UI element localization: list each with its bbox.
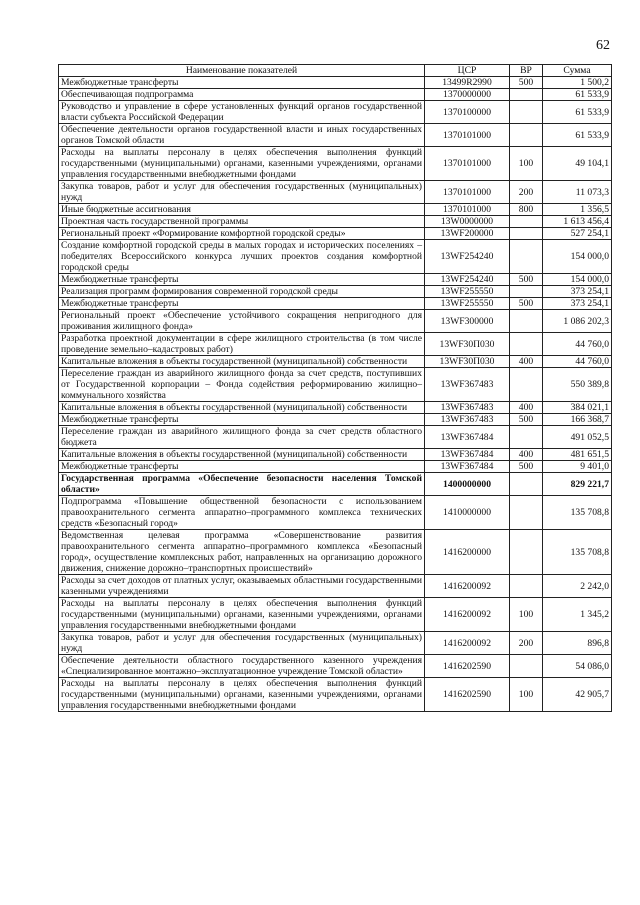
cell-code: 1416200092 — [425, 632, 510, 655]
table-row — [59, 89, 612, 101]
cell-name: Межбюджетные трансферты — [59, 414, 425, 426]
cell-name: Региональный проект «Формирование комфортной городской среды» — [59, 228, 425, 240]
table-row — [59, 101, 612, 124]
cell-code: 13W0000000 — [425, 216, 510, 228]
cell-code: 1370101000 — [425, 147, 510, 181]
cell-vr — [510, 333, 543, 356]
cell-sum: 154 000,0 — [543, 274, 612, 286]
cell-name: Обеспечивающая подпрограмма — [59, 89, 425, 101]
cell-vr: 500 — [510, 274, 543, 286]
cell-vr: 500 — [510, 298, 543, 310]
cell-vr: 200 — [510, 181, 543, 204]
cell-vr — [510, 228, 543, 240]
cell-sum: 491 052,5 — [543, 426, 612, 449]
cell-code: 13WF30П030 — [425, 356, 510, 368]
cell-sum: 61 533,9 — [543, 101, 612, 124]
table-row — [59, 228, 612, 240]
cell-name: Руководство и управление в сфере установленных функций органов государственной власти субъекта Российской Федерации — [59, 101, 425, 124]
cell-vr: 200 — [510, 632, 543, 655]
cell-vr — [510, 240, 543, 274]
cell-vr — [510, 473, 543, 496]
cell-name: Обеспечение деятельности органов государственной власти и иных государственных органов Томской области — [59, 124, 425, 147]
cell-code: 1370100000 — [425, 101, 510, 124]
cell-sum: 135 708,8 — [543, 496, 612, 530]
cell-sum: 166 368,7 — [543, 414, 612, 426]
cell-code: 1416200000 — [425, 530, 510, 575]
cell-sum: 61 533,9 — [543, 89, 612, 101]
cell-vr: 100 — [510, 678, 543, 712]
cell-name: Государственная программа «Обеспечение безопасности населения Томской области» — [59, 473, 425, 496]
table-row — [59, 274, 612, 286]
table-row — [59, 124, 612, 147]
cell-name: Проектная часть государственной программы — [59, 216, 425, 228]
cell-vr: 400 — [510, 402, 543, 414]
cell-vr — [510, 496, 543, 530]
cell-sum: 829 221,7 — [543, 473, 612, 496]
cell-code: 13WF367484 — [425, 461, 510, 473]
header-sum: Сумма — [543, 65, 612, 77]
table-row — [59, 598, 612, 632]
cell-code: 13WF300000 — [425, 310, 510, 333]
cell-vr: 400 — [510, 356, 543, 368]
cell-code: 1370000000 — [425, 89, 510, 101]
cell-sum: 54 086,0 — [543, 655, 612, 678]
cell-name: Разработка проектной документации в сфере жилищного строительства (в том числе проведение земельно–кадастровых работ) — [59, 333, 425, 356]
cell-sum: 1 345,2 — [543, 598, 612, 632]
header-code: ЦСР — [425, 65, 510, 77]
cell-name: Создание комфортной городской среды в малых городах и исторических поселениях – победителях Всероссийского конкурса лучших проектов создания комфортной городской среды — [59, 240, 425, 274]
cell-vr — [510, 101, 543, 124]
table-row — [59, 414, 612, 426]
cell-vr: 100 — [510, 147, 543, 181]
header-name: Наименование показателей — [59, 65, 425, 77]
cell-sum: 2 242,0 — [543, 575, 612, 598]
cell-sum: 384 021,1 — [543, 402, 612, 414]
cell-code: 1410000000 — [425, 496, 510, 530]
cell-sum: 1 356,5 — [543, 204, 612, 216]
table-row — [59, 356, 612, 368]
header-vr: ВР — [510, 65, 543, 77]
cell-code: 1400000000 — [425, 473, 510, 496]
table-row — [59, 181, 612, 204]
cell-sum: 550 389,8 — [543, 368, 612, 402]
table-row — [59, 286, 612, 298]
cell-code: 1370101000 — [425, 204, 510, 216]
cell-code: 1416202590 — [425, 678, 510, 712]
cell-vr: 800 — [510, 204, 543, 216]
cell-name: Подпрограмма «Повышение общественной безопасности с использованием правоохранительного сегмента аппаратно–программного комплекса технических средств «Безопасный город» — [59, 496, 425, 530]
table-row — [59, 655, 612, 678]
table-body — [59, 77, 612, 712]
cell-code: 13WF367483 — [425, 402, 510, 414]
table-row — [59, 496, 612, 530]
cell-name: Межбюджетные трансферты — [59, 77, 425, 89]
cell-name: Капитальные вложения в объекты государственной (муниципальной) собственности — [59, 356, 425, 368]
cell-code: 1370101000 — [425, 124, 510, 147]
cell-sum: 49 104,1 — [543, 147, 612, 181]
table-row — [59, 632, 612, 655]
table-row — [59, 310, 612, 333]
cell-vr — [510, 575, 543, 598]
cell-name: Переселение граждан из аварийного жилищного фонда за счет средств областного бюджета — [59, 426, 425, 449]
cell-code: 13WF254240 — [425, 274, 510, 286]
cell-code: 13WF255550 — [425, 286, 510, 298]
table-row — [59, 530, 612, 575]
cell-sum: 44 760,0 — [543, 333, 612, 356]
cell-sum: 135 708,8 — [543, 530, 612, 575]
table-header-row — [59, 65, 612, 77]
table-row — [59, 147, 612, 181]
cell-code: 13WF30П030 — [425, 333, 510, 356]
cell-code: 13WF367483 — [425, 368, 510, 402]
table-row — [59, 368, 612, 402]
page-number: 62 — [596, 38, 610, 53]
table-row — [59, 461, 612, 473]
table-row — [59, 473, 612, 496]
cell-code: 13WF367484 — [425, 426, 510, 449]
cell-name: Капитальные вложения в объекты государственной (муниципальной) собственности — [59, 449, 425, 461]
budget-table — [58, 64, 612, 712]
table-row — [59, 77, 612, 89]
cell-code: 13WF255550 — [425, 298, 510, 310]
cell-vr: 500 — [510, 461, 543, 473]
cell-sum: 11 073,3 — [543, 181, 612, 204]
cell-code: 13WF367483 — [425, 414, 510, 426]
cell-sum: 61 533,9 — [543, 124, 612, 147]
cell-name: Расходы на выплаты персоналу в целях обеспечения выполнения функций государственными (муниципальными) органами, казенными учреждениями, органами управления государственными внебюджетными фондами — [59, 678, 425, 712]
cell-sum: 154 000,0 — [543, 240, 612, 274]
table-row — [59, 240, 612, 274]
cell-sum: 373 254,1 — [543, 286, 612, 298]
cell-name: Реализация программ формирования современной городской среды — [59, 286, 425, 298]
cell-name: Региональный проект «Обеспечение устойчивого сокращения непригодного для проживания жилищного фонда» — [59, 310, 425, 333]
cell-name: Иные бюджетные ассигнования — [59, 204, 425, 216]
table-row — [59, 298, 612, 310]
cell-vr — [510, 124, 543, 147]
cell-vr — [510, 89, 543, 101]
cell-vr — [510, 286, 543, 298]
table-row — [59, 678, 612, 712]
cell-sum: 481 651,5 — [543, 449, 612, 461]
cell-name: Межбюджетные трансферты — [59, 274, 425, 286]
cell-code: 1416200092 — [425, 598, 510, 632]
table-row — [59, 204, 612, 216]
cell-vr: 400 — [510, 449, 543, 461]
cell-name: Межбюджетные трансферты — [59, 461, 425, 473]
cell-sum: 527 254,1 — [543, 228, 612, 240]
table-row — [59, 402, 612, 414]
cell-name: Обеспечение деятельности областного государственного казенного учреждения «Специализированное монтажно–эксплуатационное учреждение Томской области» — [59, 655, 425, 678]
cell-name: Переселение граждан из аварийного жилищного фонда за счет средств, поступивших от Государственной корпорации – Фонда содействия реформированию жилищно–коммунального хозяйства — [59, 368, 425, 402]
cell-sum: 44 760,0 — [543, 356, 612, 368]
cell-vr — [510, 530, 543, 575]
table-row — [59, 449, 612, 461]
table-row — [59, 216, 612, 228]
cell-code: 13WF254240 — [425, 240, 510, 274]
cell-name: Закупка товаров, работ и услуг для обеспечения государственных (муниципальных) нужд — [59, 632, 425, 655]
cell-sum: 1 500,2 — [543, 77, 612, 89]
cell-sum: 896,8 — [543, 632, 612, 655]
cell-vr — [510, 426, 543, 449]
cell-code: 13WF200000 — [425, 228, 510, 240]
cell-code: 1370101000 — [425, 181, 510, 204]
cell-sum: 42 905,7 — [543, 678, 612, 712]
cell-code: 1416200092 — [425, 575, 510, 598]
cell-vr — [510, 310, 543, 333]
table-row — [59, 426, 612, 449]
cell-name: Расходы за счет доходов от платных услуг, оказываемых областными государственными казенными учреждениями — [59, 575, 425, 598]
cell-code: 13WF367484 — [425, 449, 510, 461]
cell-sum: 9 401,0 — [543, 461, 612, 473]
cell-name: Закупка товаров, работ и услуг для обеспечения государственных (муниципальных) нужд — [59, 181, 425, 204]
cell-name: Ведомственная целевая программа «Совершенствование развития правоохранительного сегмента аппаратно–программного комплекса «Безопасный город», осуществление комплексных работ, направленных на организацию дорожного движения, снижение дорожно–транспортных происшествий» — [59, 530, 425, 575]
cell-sum: 1 086 202,3 — [543, 310, 612, 333]
cell-vr — [510, 655, 543, 678]
cell-vr — [510, 216, 543, 228]
cell-vr: 500 — [510, 77, 543, 89]
cell-vr: 100 — [510, 598, 543, 632]
cell-code: 13499R2990 — [425, 77, 510, 89]
cell-vr: 500 — [510, 414, 543, 426]
cell-sum: 1 613 456,4 — [543, 216, 612, 228]
table-row — [59, 575, 612, 598]
cell-sum: 373 254,1 — [543, 298, 612, 310]
cell-name: Расходы на выплаты персоналу в целях обеспечения выполнения функций государственными (муниципальными) органами, казенными учреждениями, органами управления государственными внебюджетными фондами — [59, 598, 425, 632]
cell-name: Межбюджетные трансферты — [59, 298, 425, 310]
cell-name: Капитальные вложения в объекты государственной (муниципальной) собственности — [59, 402, 425, 414]
cell-code: 1416202590 — [425, 655, 510, 678]
cell-name: Расходы на выплаты персоналу в целях обеспечения выполнения функций государственными (муниципальными) органами, казенными учреждениями, органами управления государственными внебюджетными фондами — [59, 147, 425, 181]
table-row — [59, 333, 612, 356]
cell-vr — [510, 368, 543, 402]
